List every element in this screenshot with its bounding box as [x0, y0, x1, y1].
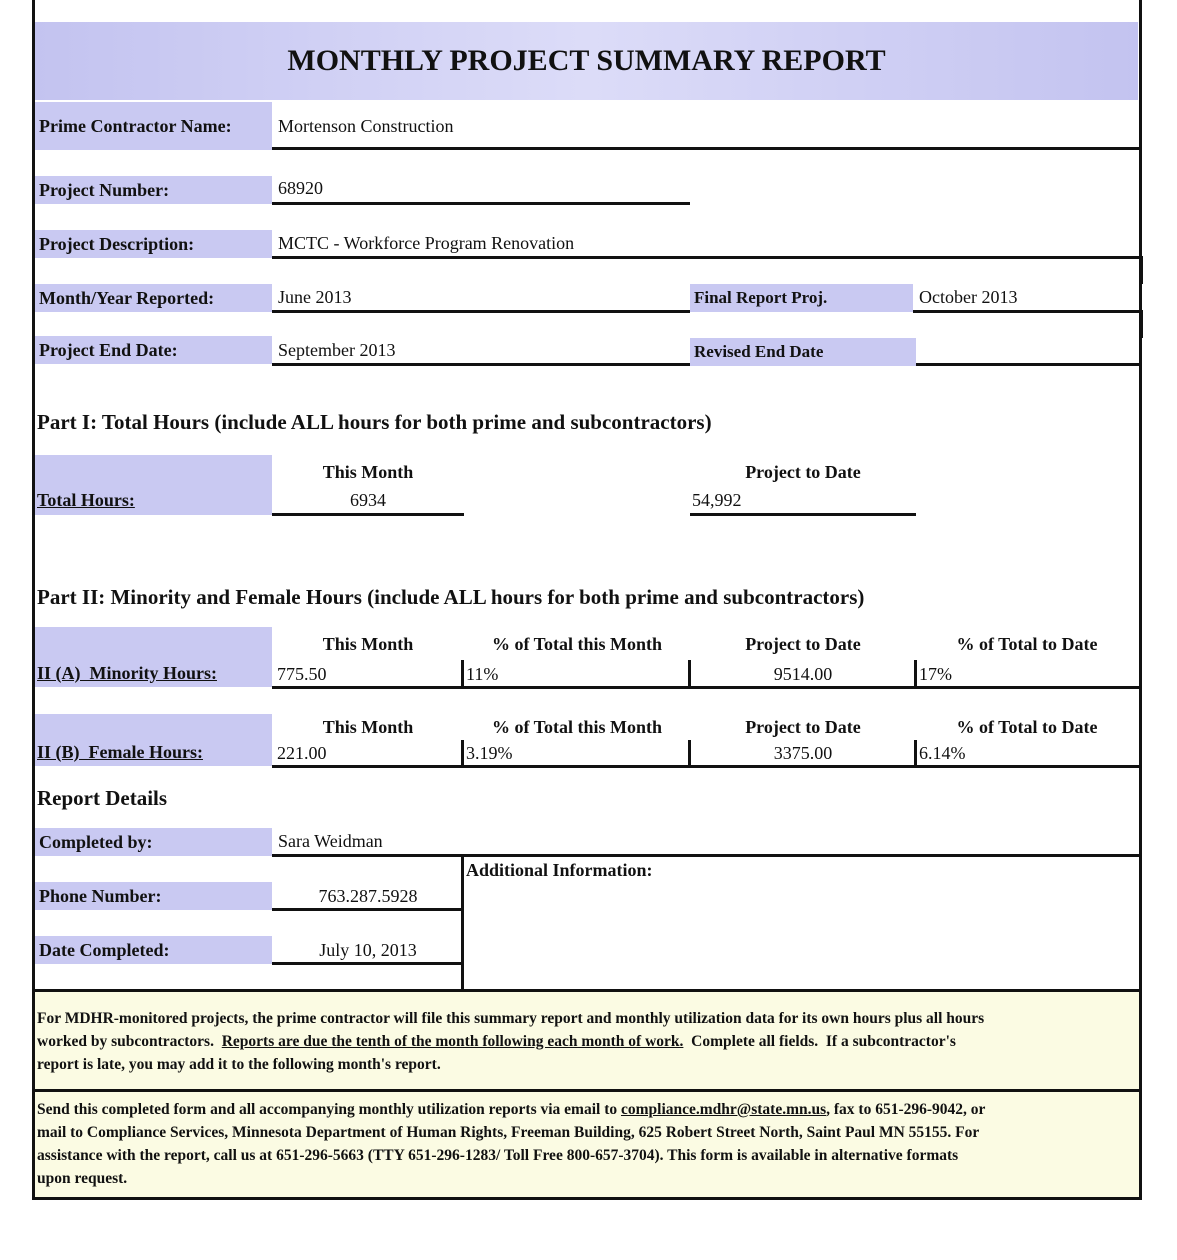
female-col-project-to-date: Project to Date [745, 717, 861, 737]
notice1-due-date-text: Reports are due the tenth of the month following each month of work. [221, 1033, 684, 1050]
female-sep-3 [914, 740, 917, 766]
minority-col-pct-month: % of Total this Month [491, 634, 663, 654]
month-year-field[interactable]: June 2013 [278, 287, 352, 307]
final-report-label: Final Report Proj. [690, 284, 913, 312]
phone-field[interactable]: 763.287.5928 [318, 886, 418, 906]
month-year-label: Month/Year Reported: [35, 284, 272, 312]
female-col-pct-month: % of Total this Month [491, 717, 663, 737]
additional-info-left-border [461, 854, 464, 990]
additional-info-top-border [461, 854, 1142, 857]
minority-pct-date-value[interactable]: 17% [919, 664, 952, 684]
notice1-line1: For MDHR-monitored projects, the prime contractor will file this summary report and monthly utilization data for its own hours plus all hours [37, 1010, 985, 1027]
minority-col-project-to-date: Project to Date [745, 634, 861, 654]
notice2-line2: mail to Compliance Services, Minnesota Department of Human Rights, Freeman Building, 625 Robert Street North, Saint Paul MN 55155. For [37, 1124, 980, 1141]
compliance-email-link[interactable]: compliance.mdhr@state.mn.us [620, 1101, 827, 1118]
project-end-date-field[interactable]: September 2013 [278, 340, 396, 360]
completed-by-field[interactable]: Sara Weidman [278, 831, 383, 851]
project-description-label: Project Description: [35, 230, 272, 258]
notice2-line3: assistance with the report, call us at 651-296-5663 (TTY 651-296-1283/ Toll Free 800-657-3704). This form is available in alternative formats [37, 1147, 959, 1164]
completed-by-label: Completed by: [35, 828, 272, 856]
project-description-underline [272, 256, 1142, 259]
minority-col-pct-date: % of Total to Date [956, 634, 1098, 654]
minority-col-this-month: This Month [322, 634, 414, 654]
female-row-underline [272, 765, 1142, 768]
female-project-to-date-value[interactable]: 3375.00 [773, 743, 833, 763]
date-completed-field[interactable]: July 10, 2013 [319, 940, 417, 960]
prime-contractor-label: Prime Contractor Name: [35, 102, 272, 150]
additional-info-field[interactable] [466, 885, 1136, 985]
minority-this-month-value[interactable]: 775.50 [277, 664, 327, 684]
minority-hours-label: II (A) Minority Hours: [37, 663, 217, 683]
part1-heading: Part I: Total Hours (include ALL hours for both prime and subcontractors) [37, 410, 712, 434]
right-tick-2 [1140, 310, 1143, 338]
notice2-line4: upon request. [37, 1170, 128, 1187]
project-description-field[interactable]: MCTC - Workforce Program Renovation [278, 233, 575, 253]
project-end-date-label: Project End Date: [35, 336, 272, 364]
female-hours-label: II (B) Female Hours: [37, 742, 203, 762]
notice2-line1b: , fax to 651-296-9042, or [826, 1101, 986, 1118]
minority-pct-month-value[interactable]: 11% [466, 664, 499, 684]
minority-sep-1 [461, 660, 464, 687]
additional-info-label: Additional Information: [466, 860, 653, 880]
right-tick-1 [1140, 256, 1143, 284]
notice1-line2c: Complete all fields. If a subcontractor's [683, 1033, 956, 1050]
bottom-border [32, 1197, 1142, 1200]
date-completed-underline [272, 962, 464, 965]
part1-project-to-date-underline [690, 513, 916, 516]
female-pct-month-value[interactable]: 3.19% [466, 743, 513, 763]
notice1-line3: report is late, you may add it to the following month's report. [37, 1056, 441, 1073]
report-details-heading: Report Details [37, 786, 168, 810]
revised-end-date-field[interactable] [916, 332, 1139, 364]
notice2-line1 [37, 1098, 985, 1121]
project-end-date-underline [272, 363, 690, 366]
prime-contractor-field[interactable]: Mortenson Construction [278, 116, 454, 136]
female-col-pct-date: % of Total to Date [956, 717, 1098, 737]
prime-contractor-underline [272, 147, 1142, 150]
total-hours-label: Total Hours: [37, 490, 135, 510]
right-border [1139, 0, 1142, 1200]
part1-this-month-underline [272, 513, 464, 516]
female-this-month-value[interactable]: 221.00 [277, 743, 327, 763]
minority-sep-3 [914, 660, 917, 687]
page-title: MONTHLY PROJECT SUMMARY REPORT [287, 44, 886, 77]
part1-this-month-value[interactable]: 6934 [350, 490, 386, 510]
final-report-field[interactable]: October 2013 [919, 287, 1018, 307]
notice2-line1a: Send this completed form and all accompanying monthly utilization reports via email to [37, 1101, 621, 1118]
female-pct-date-value[interactable]: 6.14% [919, 743, 966, 763]
phone-label: Phone Number: [35, 882, 272, 910]
project-number-label: Project Number: [35, 176, 272, 204]
project-number-field[interactable]: 68920 [278, 178, 323, 198]
revised-end-date-label: Revised End Date [690, 338, 916, 366]
revised-end-date-underline [916, 363, 1142, 366]
minority-project-to-date-value[interactable]: 9514.00 [773, 664, 833, 684]
female-sep-1 [461, 740, 464, 766]
project-number-underline [272, 202, 690, 205]
final-report-underline [913, 310, 1142, 313]
month-year-underline [272, 310, 690, 313]
notice1-line2a: worked by subcontractors. [37, 1033, 222, 1050]
part2-heading: Part II: Minority and Female Hours (include ALL hours for both prime and subcontractors) [37, 585, 865, 609]
minority-row-underline [272, 686, 1142, 689]
notice1-line2 [37, 1030, 956, 1053]
part1-col-this-month: This Month [322, 462, 414, 482]
phone-underline [272, 908, 464, 911]
date-completed-label: Date Completed: [35, 936, 272, 964]
part1-col-project-to-date: Project to Date [745, 462, 861, 482]
female-col-this-month: This Month [322, 717, 414, 737]
part1-project-to-date-value[interactable]: 54,992 [692, 490, 742, 510]
